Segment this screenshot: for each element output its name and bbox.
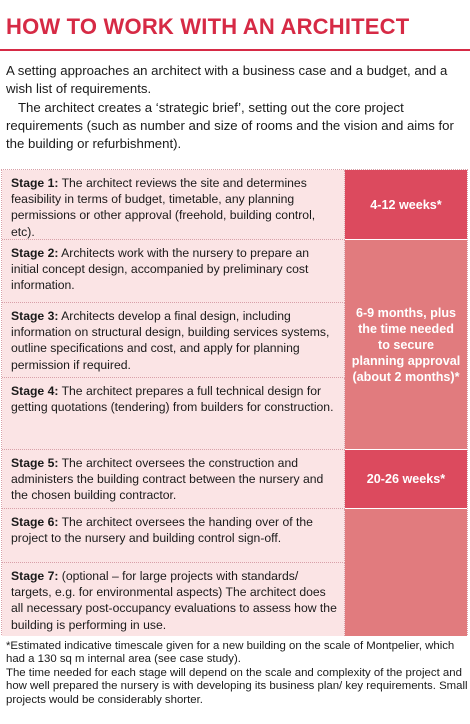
stage-5-cell (2, 450, 345, 509)
title-divider (0, 49, 470, 51)
stage-5-text: The architect oversees the construction and administers the building contract between the nursery and the chosen building contractor. (11, 456, 324, 503)
stage-1-label: Stage 1: (11, 176, 59, 190)
stage-2-cell (2, 240, 345, 303)
footnote (6, 640, 468, 707)
stage-7-cell (2, 563, 345, 636)
stage-4-cell (2, 378, 345, 450)
timescale-stages-6-7 (345, 509, 467, 636)
footnote-paragraph-2: The time needed for each stage will depend on the scale and complexity of the project and how well prepared the nursery is with developing its business plan/ key requirements. Small projects would be considerably shorter. (6, 666, 468, 706)
stage-3-label: Stage 3: (11, 309, 59, 323)
stage-6-label: Stage 6: (11, 515, 59, 529)
stage-4-label: Stage 4: (11, 384, 59, 398)
stage-1-text: The architect reviews the site and determines feasibility in terms of budget, timetable, any planning permissions or other approval (freehold, building control, etc). (11, 176, 316, 239)
stage-7-text: (optional – for large projects with standards/ targets, e.g. for environmental aspects) The architect does all necessary post-occupancy evaluations to assess how the building is performing in use. (11, 569, 337, 632)
intro-paragraph-2: The architect creates a ‘strategic brief’, setting out the core project requirements (such as number and size of rooms and the vision and aims for the building or refurbishment). (6, 99, 454, 152)
stage-1-cell (2, 170, 345, 240)
stage-3-cell (2, 303, 345, 378)
stage-7-label: Stage 7: (11, 569, 59, 583)
box-title: HOW TO WORK WITH AN ARCHITECT (6, 14, 410, 39)
stage-2-label: Stage 2: (11, 246, 59, 260)
timescale-stage-5: 20-26 weeks* (345, 450, 467, 509)
timescale-stage-1: 4-12 weeks* (345, 170, 467, 240)
footnote-paragraph-1: *Estimated indicative timescale given for a new building on the scale of Montpelier, which had a 130 sq m internal area (see case study). (6, 640, 455, 666)
intro-paragraph-1: A setting approaches an architect with a business case and a budget, and a wish list of requirements. (6, 63, 448, 97)
stage-2-text: Architects work with the nursery to prepare an initial concept design, accompanied by preliminary cost information. (11, 246, 310, 293)
stage-6-text: The architect oversees the handing over of the project to the nursery and building control sign-off. (11, 515, 313, 546)
stage-4-text: The architect prepares a full technical design for getting quotations (tendering) from builders for construction. (11, 384, 334, 415)
stages-table (1, 169, 468, 635)
stage-5-label: Stage 5: (11, 456, 59, 470)
stage-6-cell (2, 509, 345, 563)
stage-3-text: Architects develop a final design, including information on structural design, building services systems, outline specifications and cost, and apply for planning permission if required. (11, 309, 330, 372)
timescale-stages-2-4: 6-9 months, plus the time needed to secure planning approval (about 2 months)* (345, 240, 467, 450)
intro-text (6, 62, 468, 153)
